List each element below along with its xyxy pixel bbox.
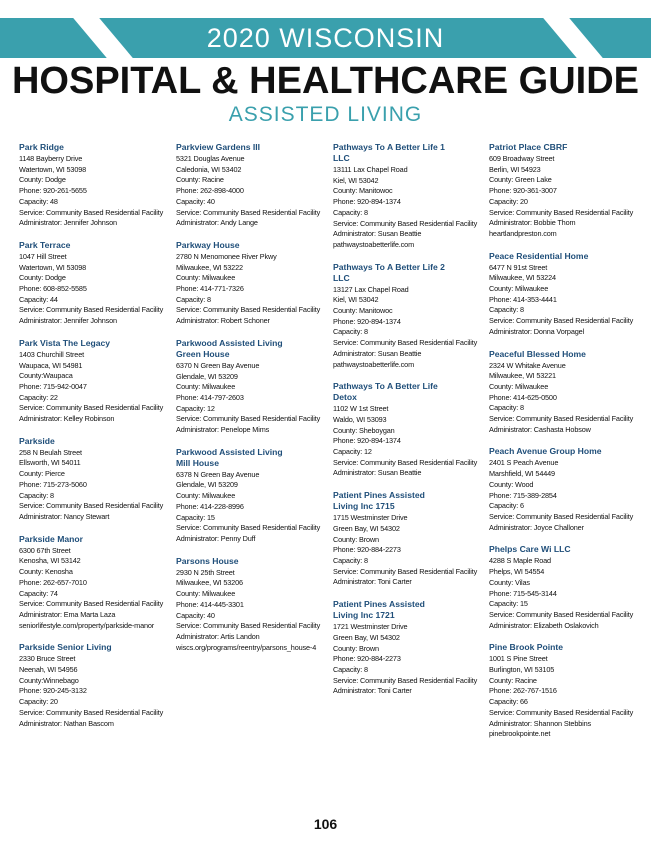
facility-detail: 6477 N 91st Street bbox=[489, 262, 548, 272]
facility-detail: Phone: 414-771-7326 bbox=[176, 284, 244, 294]
facility-listing bbox=[19, 338, 171, 425]
facility-name: Patient Pines Assisted Living Inc 1715 bbox=[333, 490, 425, 512]
facility-detail: Administrator: Robert Schoner bbox=[176, 316, 270, 326]
facility-detail: Phone: 920-361-3007 bbox=[489, 186, 557, 196]
facility-name: Pathways To A Better Life Detox bbox=[333, 381, 438, 403]
facility-name: Park Ridge bbox=[19, 142, 64, 152]
facility-listing bbox=[333, 142, 485, 251]
facility-detail: heartlandpreston.com bbox=[489, 228, 557, 238]
facility-detail: Service: Community Based Residential Facility bbox=[19, 501, 164, 511]
facility-detail: Capacity: 44 bbox=[19, 294, 58, 304]
facility-listing bbox=[333, 599, 485, 697]
facility-detail: Kiel, WI 53042 bbox=[333, 175, 379, 185]
facility-detail: Service: Community Based Residential Facility bbox=[19, 305, 164, 315]
facility-detail: Phone: 414-228-8996 bbox=[176, 501, 244, 511]
facility-detail: 2401 S Peach Avenue bbox=[489, 458, 559, 468]
facility-detail: 13111 Lax Chapel Road bbox=[333, 165, 408, 174]
facility-listing bbox=[19, 240, 171, 327]
facility-detail: County: Dodge bbox=[19, 273, 66, 283]
facility-name: Parkwood Assisted Living Green House bbox=[176, 337, 283, 359]
facility-detail: 1721 Westminster Drive bbox=[333, 622, 408, 632]
facility-detail: Phone: 414-353-4441 bbox=[489, 294, 557, 304]
facility-detail: Administrator: Cashasta Hobsow bbox=[489, 424, 591, 434]
facility-detail: County: Kenosha bbox=[19, 567, 73, 577]
facility-listing bbox=[19, 142, 171, 229]
facility-detail: 1148 Bayberry Drive bbox=[19, 154, 83, 163]
facility-detail: Phone: 920-894-1374 bbox=[333, 316, 401, 326]
facility-detail: Service: Community Based Residential Facility bbox=[333, 338, 478, 348]
facility-detail: County: Vilas bbox=[489, 577, 530, 587]
facility-detail: Capacity: 40 bbox=[176, 196, 215, 206]
facility-detail: Kiel, WI 53042 bbox=[333, 295, 379, 305]
facility-detail: 6300 67th Street bbox=[19, 545, 71, 555]
facility-name: Parkview Gardens III bbox=[176, 142, 261, 152]
facility-detail: Phone: 715-942-0047 bbox=[19, 381, 87, 391]
facility-detail: Administrator: Penelope Mims bbox=[176, 425, 270, 435]
facility-detail: Phone: 920-884-2273 bbox=[333, 545, 401, 555]
facility-listing bbox=[176, 556, 328, 654]
facility-detail: seniorlifestyle.com/property/parkside-manor bbox=[19, 620, 155, 630]
facility-detail: Service: Community Based Residential Facility bbox=[19, 707, 164, 717]
facility-detail: Phone: 920-894-1374 bbox=[333, 436, 401, 446]
facility-name: Parkside bbox=[19, 435, 55, 446]
facility-listing bbox=[489, 544, 641, 631]
facility-detail: 2780 N Menomonee River Pkwy bbox=[176, 251, 277, 261]
facility-detail: Phone: 920-261-5655 bbox=[19, 186, 87, 196]
facility-detail: County: Milwaukee bbox=[489, 284, 549, 294]
facility-detail: County: Pierce bbox=[19, 469, 65, 479]
facility-detail: Administrator: Bobbie Thom bbox=[489, 218, 576, 228]
facility-listing bbox=[19, 642, 171, 729]
facility-detail: Administrator: Donna Vorpagel bbox=[489, 326, 585, 336]
facility-detail: Capacity: 12 bbox=[176, 403, 215, 413]
facility-detail: Service: Community Based Residential Facility bbox=[489, 316, 634, 326]
facility-detail: 1047 Hill Street bbox=[19, 251, 67, 261]
facility-name: Pine Brook Pointe bbox=[489, 642, 564, 653]
facility-detail: Phone: 715-389-2854 bbox=[489, 490, 557, 500]
facility-detail: Capacity: 15 bbox=[489, 599, 528, 609]
facility-listing bbox=[333, 490, 485, 588]
facility-listing bbox=[333, 262, 485, 371]
banner-title: 2020 WISCONSIN bbox=[206, 23, 445, 53]
facility-name: Park Terrace bbox=[19, 239, 71, 250]
facility-detail: pathwaystoabetterlife.com bbox=[333, 239, 415, 249]
facility-detail: County: Green Lake bbox=[489, 175, 552, 185]
facility-listing bbox=[176, 338, 328, 436]
facility-detail: Service: Community Based Residential Facility bbox=[19, 599, 164, 609]
facility-detail: Service: Community Based Residential Facility bbox=[333, 218, 478, 228]
facility-detail: Service: Community Based Residential Facility bbox=[176, 523, 321, 533]
facility-detail: Green Bay, WI 54302 bbox=[333, 523, 400, 533]
facility-detail: Phone: 262-657-7010 bbox=[19, 577, 87, 587]
facility-detail: County: Manitowoc bbox=[333, 306, 393, 316]
facility-detail: Service: Community Based Residential Facility bbox=[333, 457, 478, 467]
facility-detail: Capacity: 8 bbox=[333, 207, 368, 217]
facility-listing bbox=[333, 381, 485, 479]
facility-detail: County:Winnebago bbox=[19, 675, 79, 685]
facility-listing bbox=[489, 142, 641, 240]
facility-detail: Service: Community Based Residential Facility bbox=[176, 621, 321, 631]
facility-name: Parsons House bbox=[176, 555, 239, 566]
facility-name: Parkside Manor bbox=[19, 533, 83, 544]
facility-detail: wiscs.org/programs/reentry/parsons_house-4 bbox=[176, 642, 317, 652]
facility-name: Patriot Place CBRF bbox=[489, 142, 568, 152]
facility-detail: Service: Community Based Residential Facility bbox=[176, 305, 321, 315]
facility-detail: Administrator: Penny Duff bbox=[176, 533, 256, 543]
facility-detail: Phelps, WI 54554 bbox=[489, 567, 545, 577]
facility-detail: Glendale, WI 53209 bbox=[176, 480, 238, 490]
facility-detail: County: Racine bbox=[176, 175, 224, 185]
facility-detail: Caledonia, WI 53402 bbox=[176, 164, 242, 174]
facility-detail: Milwaukee, WI 53222 bbox=[176, 262, 243, 272]
facility-detail: Administrator: Jennifer Johnson bbox=[19, 316, 117, 326]
facility-detail: Administrator: Toni Carter bbox=[333, 577, 412, 587]
facility-detail: Administrator: Shannon Stebbins bbox=[489, 718, 592, 728]
facility-detail: Kenosha, WI 53142 bbox=[19, 556, 81, 566]
facility-detail: Neenah, WI 54956 bbox=[19, 665, 78, 675]
facility-detail: County: Milwaukee bbox=[176, 273, 236, 283]
facility-detail: Administrator: Joyce Challoner bbox=[489, 522, 584, 532]
facility-name: Peach Avenue Group Home bbox=[489, 446, 602, 457]
facility-detail: Marshfield, WI 54449 bbox=[489, 469, 555, 479]
facility-detail: Phone: 414-445-3301 bbox=[176, 599, 244, 609]
facility-detail: Phone: 608-852-5585 bbox=[19, 284, 87, 294]
facility-detail: Capacity: 48 bbox=[19, 196, 58, 206]
facility-detail: Capacity: 40 bbox=[176, 610, 215, 620]
facility-detail: Capacity: 8 bbox=[333, 327, 368, 337]
facility-name: Patient Pines Assisted Living Inc 1721 bbox=[333, 599, 425, 621]
facility-detail: Milwaukee, WI 53224 bbox=[489, 273, 556, 283]
listing-column-3 bbox=[333, 142, 485, 708]
facility-detail: 258 N Beulah Street bbox=[19, 447, 82, 457]
facility-detail: Phone: 920-245-3132 bbox=[19, 686, 87, 696]
facility-detail: County:Waupaca bbox=[19, 371, 73, 381]
facility-detail: Service: Community Based Residential Facility bbox=[489, 511, 634, 521]
facility-detail: Watertown, WI 53098 bbox=[19, 164, 87, 174]
facility-detail: Administrator: Susan Beattie bbox=[333, 468, 422, 478]
page-number: 106 bbox=[313, 816, 338, 832]
facility-detail: Phone: 920-894-1374 bbox=[333, 197, 401, 207]
facility-detail: 6370 N Green Bay Avenue bbox=[176, 360, 260, 370]
facility-detail: Watertown, WI 53098 bbox=[19, 262, 87, 272]
facility-detail: Phone: 262-898-4000 bbox=[176, 186, 244, 196]
facility-detail: pathwaystoabetterlife.com bbox=[333, 359, 415, 369]
facility-detail: Capacity: 8 bbox=[489, 305, 524, 315]
facility-name: Peaceful Blessed Home bbox=[489, 348, 586, 359]
facility-listing bbox=[176, 142, 328, 229]
facility-detail: County: Racine bbox=[489, 675, 537, 685]
facility-detail: Administrator: Andy Lange bbox=[176, 218, 258, 228]
facility-detail: Phone: 414-797-2603 bbox=[176, 392, 244, 402]
facility-detail: Administrator: Elizabeth Oslakovich bbox=[489, 620, 599, 630]
facility-detail: County: Milwaukee bbox=[489, 381, 549, 391]
facility-detail: Capacity: 8 bbox=[19, 490, 54, 500]
facility-detail: County: Dodge bbox=[19, 175, 66, 185]
facility-detail: 13127 Lax Chapel Road bbox=[333, 284, 409, 294]
facility-detail: Capacity: 8 bbox=[176, 294, 211, 304]
facility-detail: County: Milwaukee bbox=[176, 382, 236, 392]
facility-name: Parkwood Assisted Living Mill House bbox=[176, 446, 283, 468]
facility-detail: County: Sheboygan bbox=[333, 425, 395, 435]
facility-detail: Service: Community Based Residential Facility bbox=[333, 675, 478, 685]
facility-detail: Service: Community Based Residential Facility bbox=[333, 566, 478, 576]
facility-detail: Capacity: 20 bbox=[489, 196, 528, 206]
facility-detail: Capacity: 74 bbox=[19, 588, 58, 598]
facility-detail: 1715 Westminster Drive bbox=[333, 513, 408, 523]
facility-detail: County: Milwaukee bbox=[176, 589, 236, 599]
facility-detail: 1102 W 1st Street bbox=[333, 404, 389, 414]
facility-detail: 5321 Douglas Avenue bbox=[176, 154, 245, 163]
facility-name: Pathways To A Better Life 2 LLC bbox=[333, 261, 445, 283]
facility-detail: Service: Community Based Residential Facility bbox=[489, 707, 634, 717]
facility-name: Parkway House bbox=[176, 239, 240, 250]
facility-detail: Capacity: 8 bbox=[333, 555, 368, 565]
facility-detail: Capacity: 22 bbox=[19, 392, 58, 402]
facility-detail: Service: Community Based Residential Facility bbox=[19, 403, 164, 413]
listing-column-2 bbox=[176, 142, 328, 664]
facility-detail: 2324 W Whitake Avenue bbox=[489, 360, 566, 370]
facility-name: Peace Residential Home bbox=[489, 250, 589, 261]
section-subtitle: ASSISTED LIVING bbox=[228, 103, 423, 126]
facility-detail: Service: Community Based Residential Facility bbox=[176, 207, 321, 217]
facility-listing bbox=[19, 436, 171, 523]
facility-detail: Administrator: Kelley Robinson bbox=[19, 414, 115, 424]
facility-detail: Phone: 715-273-5060 bbox=[19, 479, 87, 489]
facility-detail: Capacity: 8 bbox=[489, 403, 524, 413]
facility-detail: County: Manitowoc bbox=[333, 186, 393, 196]
facility-detail: Milwaukee, WI 53221 bbox=[489, 371, 556, 381]
facility-detail: Capacity: 12 bbox=[333, 447, 372, 457]
facility-detail: Administrator: Artis Landon bbox=[176, 631, 260, 641]
facility-detail: Glendale, WI 53209 bbox=[176, 371, 238, 381]
facility-listing bbox=[176, 240, 328, 327]
facility-name: Parkside Senior Living bbox=[19, 642, 112, 653]
facility-detail: County: Wood bbox=[489, 479, 534, 489]
facility-detail: Administrator: Susan Beattie bbox=[333, 348, 422, 358]
facility-detail: Phone: 262-767-1516 bbox=[489, 686, 557, 696]
facility-name: Park Vista The Legacy bbox=[19, 337, 111, 348]
facility-detail: Administrator: Nathan Bascom bbox=[19, 718, 114, 728]
facility-detail: Service: Community Based Residential Facility bbox=[489, 207, 634, 217]
facility-detail: County: Milwaukee bbox=[176, 491, 236, 501]
facility-detail: Phone: 920-884-2273 bbox=[333, 654, 401, 664]
facility-detail: 1001 S Pine Street bbox=[489, 654, 548, 664]
facility-detail: Berlin, WI 54923 bbox=[489, 164, 541, 174]
facility-detail: pinebrookpointe.net bbox=[489, 729, 551, 739]
facility-detail: Burlington, WI 53105 bbox=[489, 665, 555, 675]
facility-detail: Green Bay, WI 54302 bbox=[333, 632, 400, 642]
facility-detail: Administrator: Susan Beattie bbox=[333, 229, 422, 239]
facility-detail: Service: Community Based Residential Facility bbox=[176, 414, 321, 424]
facility-detail: Ellsworth, WI 54011 bbox=[19, 458, 81, 468]
facility-detail: Waldo, WI 53093 bbox=[333, 414, 387, 424]
page-title: HOSPITAL & HEALTHCARE GUIDE bbox=[11, 60, 640, 102]
facility-detail: Capacity: 6 bbox=[489, 501, 524, 511]
facility-name: Pathways To A Better Life 1 LLC bbox=[333, 142, 445, 163]
facility-detail: 2330 Bruce Street bbox=[19, 654, 76, 664]
facility-detail: Phone: 715-545-3144 bbox=[489, 588, 557, 598]
facility-detail: Service: Community Based Residential Facility bbox=[489, 609, 634, 619]
facility-detail: Administrator: Toni Carter bbox=[333, 686, 412, 696]
facility-detail: County: Brown bbox=[333, 534, 379, 544]
listing-column-4 bbox=[489, 142, 641, 751]
facility-name: Phelps Care Wi LLC bbox=[489, 544, 571, 555]
facility-detail: 4288 S Maple Road bbox=[489, 556, 551, 566]
facility-detail: Administrator: Ema Marta Laza bbox=[19, 609, 116, 619]
facility-detail: 6378 N Green Bay Avenue bbox=[176, 469, 260, 479]
facility-detail: Service: Community Based Residential Facility bbox=[19, 207, 164, 217]
facility-listing bbox=[489, 251, 641, 338]
facility-detail: Phone: 414-625-0500 bbox=[489, 392, 557, 402]
facility-detail: Capacity: 20 bbox=[19, 697, 58, 707]
facility-detail: Capacity: 8 bbox=[333, 664, 368, 674]
facility-listing bbox=[19, 534, 171, 632]
facility-detail: Capacity: 66 bbox=[489, 697, 528, 707]
facility-detail: Waupaca, WI 54981 bbox=[19, 360, 83, 370]
facility-detail: Administrator: Jennifer Johnson bbox=[19, 218, 117, 228]
listing-column-1 bbox=[19, 142, 171, 740]
facility-listing bbox=[489, 349, 641, 436]
facility-listing bbox=[176, 447, 328, 545]
facility-detail: Administrator: Nancy Stewart bbox=[19, 511, 110, 521]
facility-detail: County: Brown bbox=[333, 643, 379, 653]
facility-detail: 2930 N 25th Street bbox=[176, 567, 235, 577]
facility-listing bbox=[489, 446, 641, 533]
facility-detail: Milwaukee, WI 53206 bbox=[176, 578, 243, 588]
facility-listing bbox=[489, 642, 641, 740]
facility-detail: 1403 Churchill Street bbox=[19, 349, 84, 359]
facility-detail: Capacity: 15 bbox=[176, 512, 215, 522]
facility-detail: 609 Broadway Street bbox=[489, 154, 555, 163]
facility-detail: Service: Community Based Residential Facility bbox=[489, 414, 634, 424]
